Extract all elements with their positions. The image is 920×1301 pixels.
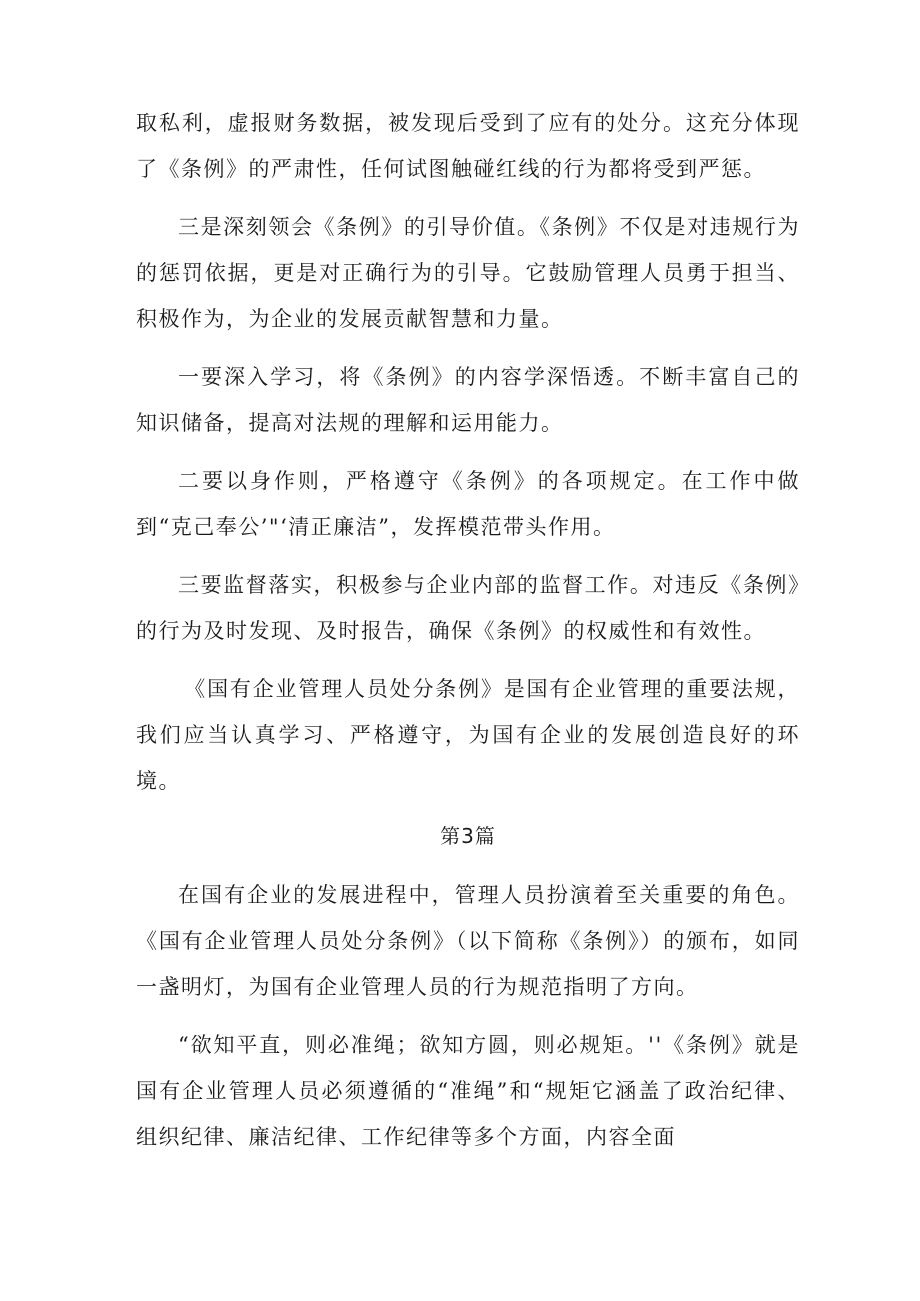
paragraph-1: 取私利，虚报财务数据，被发现后受到了应有的处分。这充分体现了《条例》的严肃性，任何试图触碰红线的行为都将受到严惩。 <box>136 111 800 181</box>
paragraph-4: 二要以身作则，严格遵守《条例》的各项规定。在工作中做到“克己奉公’"‘清正廉洁”，发挥模范带头作用。 <box>136 469 800 539</box>
paragraph-6: 《国有企业管理人员处分条例》是国有企业管理的重要法规，我们应当认真学习、严格遵守，为国有企业的发展创造良好的环境。 <box>136 677 800 793</box>
section-title: 第3篇 <box>440 824 496 848</box>
paragraph-3: 一要深入学习，将《条例》的内容学深悟透。不断丰富自己的知识储备，提高对法规的理解和运用能力。 <box>136 365 800 435</box>
paragraph-5: 三要监督落实，积极参与企业内部的监督工作。对违反《条例》的行为及时发现、及时报告，确保《条例》的权威性和有效性。 <box>136 573 800 643</box>
paragraph-7: 在国有企业的发展进程中，管理人员扮演着至关重要的角色。《国有企业管理人员处分条例》（以下简称《条例》）的颁布，如同一盏明灯，为国有企业管理人员的行为规范指明了方向。 <box>136 883 800 999</box>
paragraph-8: “欲知平直，则必准绳；欲知方圆，则必规矩。''《条例》就是国有企业管理人员必须遵循的“准绳”和“规矩它涵盖了政治纪律、组织纪律、廉洁纪律、工作纪律等多个方面，内容全面 <box>136 1033 800 1149</box>
paragraph-2: 三是深刻领会《条例》的引导价值。《条例》不仅是对违规行为的惩罚依据，更是对正确行为的引导。它鼓励管理人员勇于担当、积极作为，为企业的发展贡献智慧和力量。 <box>136 215 800 331</box>
